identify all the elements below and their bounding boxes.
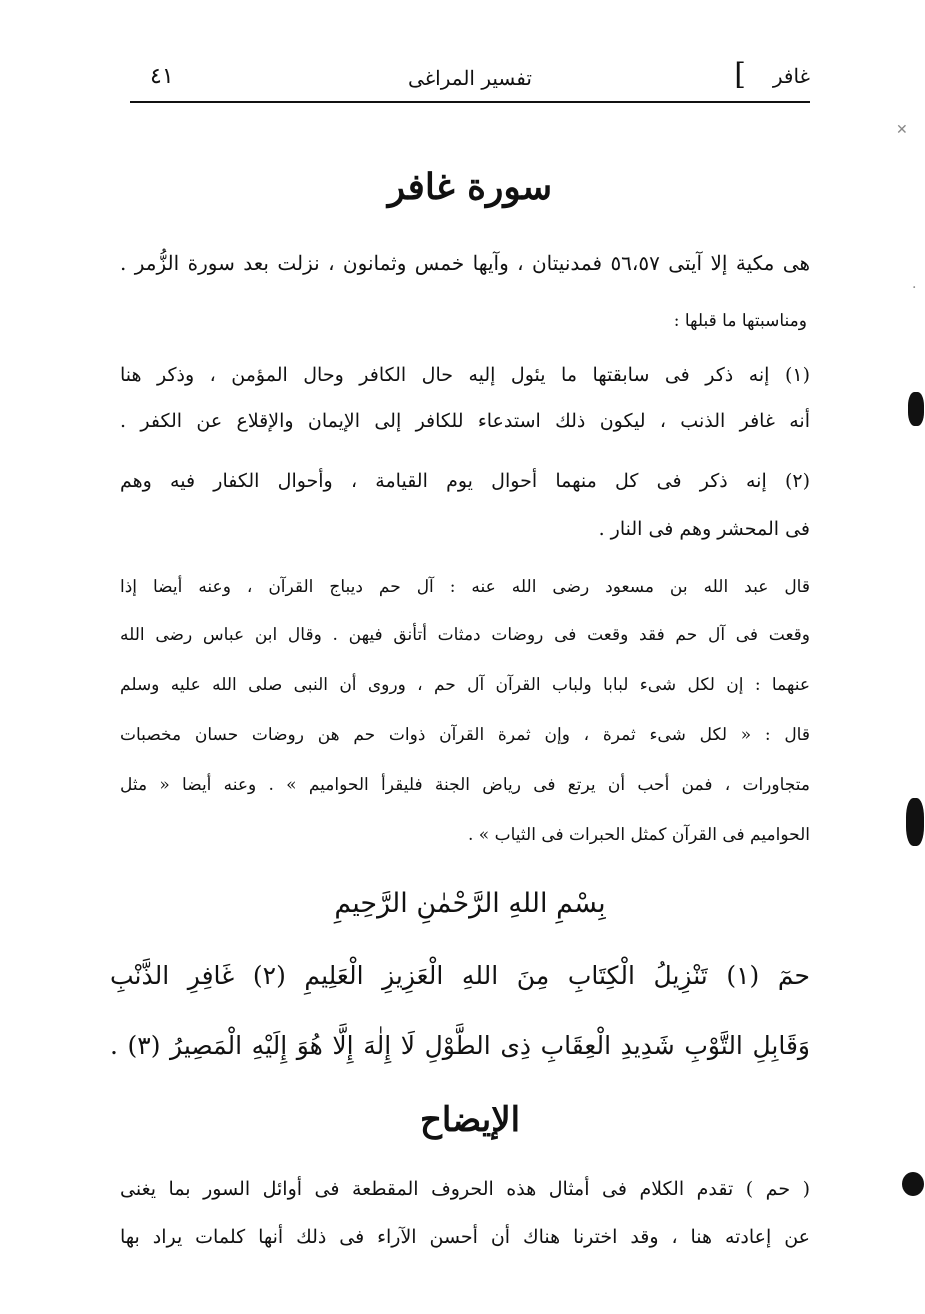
scan-blot: [906, 798, 924, 846]
point-line: أنه غافر الذنب ، ليكون ذلك استدعاء للكافر إلى الإيمان والإقلاع عن الكفر .: [120, 410, 810, 432]
hadith-line: قال : « لكل شىء ثمرة ، وإن ثمرة القرآن ذوات حم هن روضات حسان مخصبات: [120, 725, 810, 745]
point-line: (١) إنه ذكر فى سابقتها ما يئول إليه حال الكافر وحال المؤمن ، وذكر هنا: [120, 364, 810, 386]
header-page-number: ٤١: [150, 64, 174, 89]
hadith-line: قال عبد الله بن مسعود رضى الله عنه : آل حم ديباج القرآن ، وعنه أيضا إذا: [120, 577, 810, 597]
explanation-line: ( حم ) تقدم الكلام فى أمثال هذه الحروف المقطعة فى أوائل السور بما يغنى: [120, 1178, 810, 1200]
explanation-line: عن إعادته هنا ، وقد اخترنا هناك أن أحسن الآراء فى ذلك أنها كلمات يراد بها: [120, 1226, 810, 1248]
running-header: [130, 58, 810, 98]
header-rule: [130, 101, 810, 103]
point-line: (٢) إنه ذكر فى كل منهما أحوال يوم القيامة ، وأحوال الكفار فيه وهم: [120, 470, 810, 492]
hadith-line: وقعت فى آل حم فقد وقعت فى روضات دمثات أتأنق فيهن . وقال ابن عباس رضى الله: [120, 625, 810, 645]
basmala: بِسْمِ اللهِ الرَّحْمٰنِ الرَّحِيمِ: [334, 888, 606, 919]
header-surah-name: غافر: [772, 64, 810, 88]
header-book-title: تفسير المراغى: [408, 66, 532, 90]
header-bracket: ]: [734, 57, 746, 92]
hadith-line: متجاورات ، فمن أحب أن يرتع فى رياض الجنة فليقرأ الحواميم » . وعنه أيضا « مثل: [120, 775, 810, 795]
section-heading: الإيضاح: [419, 1100, 521, 1140]
quran-verse-line: حمٓ (١) تَنْزِيلُ الْكِتَابِ مِنَ اللهِ الْعَزِيزِ الْعَلِيمِ (٢) غَافِرِ الذَّنْبِ: [110, 961, 810, 990]
hadith-line: الحواميم فى القرآن كمثل الحبرات فى الثياب » .: [467, 825, 810, 845]
point-line: فى المحشر وهم فى النار .: [598, 518, 810, 540]
surah-title: سورة غافر: [387, 166, 553, 208]
hadith-line: عنهما : إن لكل شىء لبابا ولباب القرآن آل حم ، وروى أن النبى صلى الله عليه وسلم: [120, 675, 810, 695]
intro-line: هى مكية إلا آيتى ٥٦،٥٧ فمدنيتان ، وآيها خمس وثمانون ، نزلت بعد سورة الزُّمر .: [120, 251, 811, 275]
scan-blot: [908, 392, 924, 426]
scan-speck: ✕: [896, 122, 908, 138]
quran-verse-line: وَقَابِلِ التَّوْبِ شَدِيدِ الْعِقَابِ ذِى الطَّوْلِ لَا إِلٰهَ إِلَّا هُوَ إِلَيْهِ الْمَصِيرُ (٣) .: [110, 1031, 810, 1060]
scan-blot: [902, 1172, 924, 1196]
intro-line: ومناسبتها ما قبلها :: [673, 311, 807, 331]
scan-speck: ·: [912, 280, 917, 296]
